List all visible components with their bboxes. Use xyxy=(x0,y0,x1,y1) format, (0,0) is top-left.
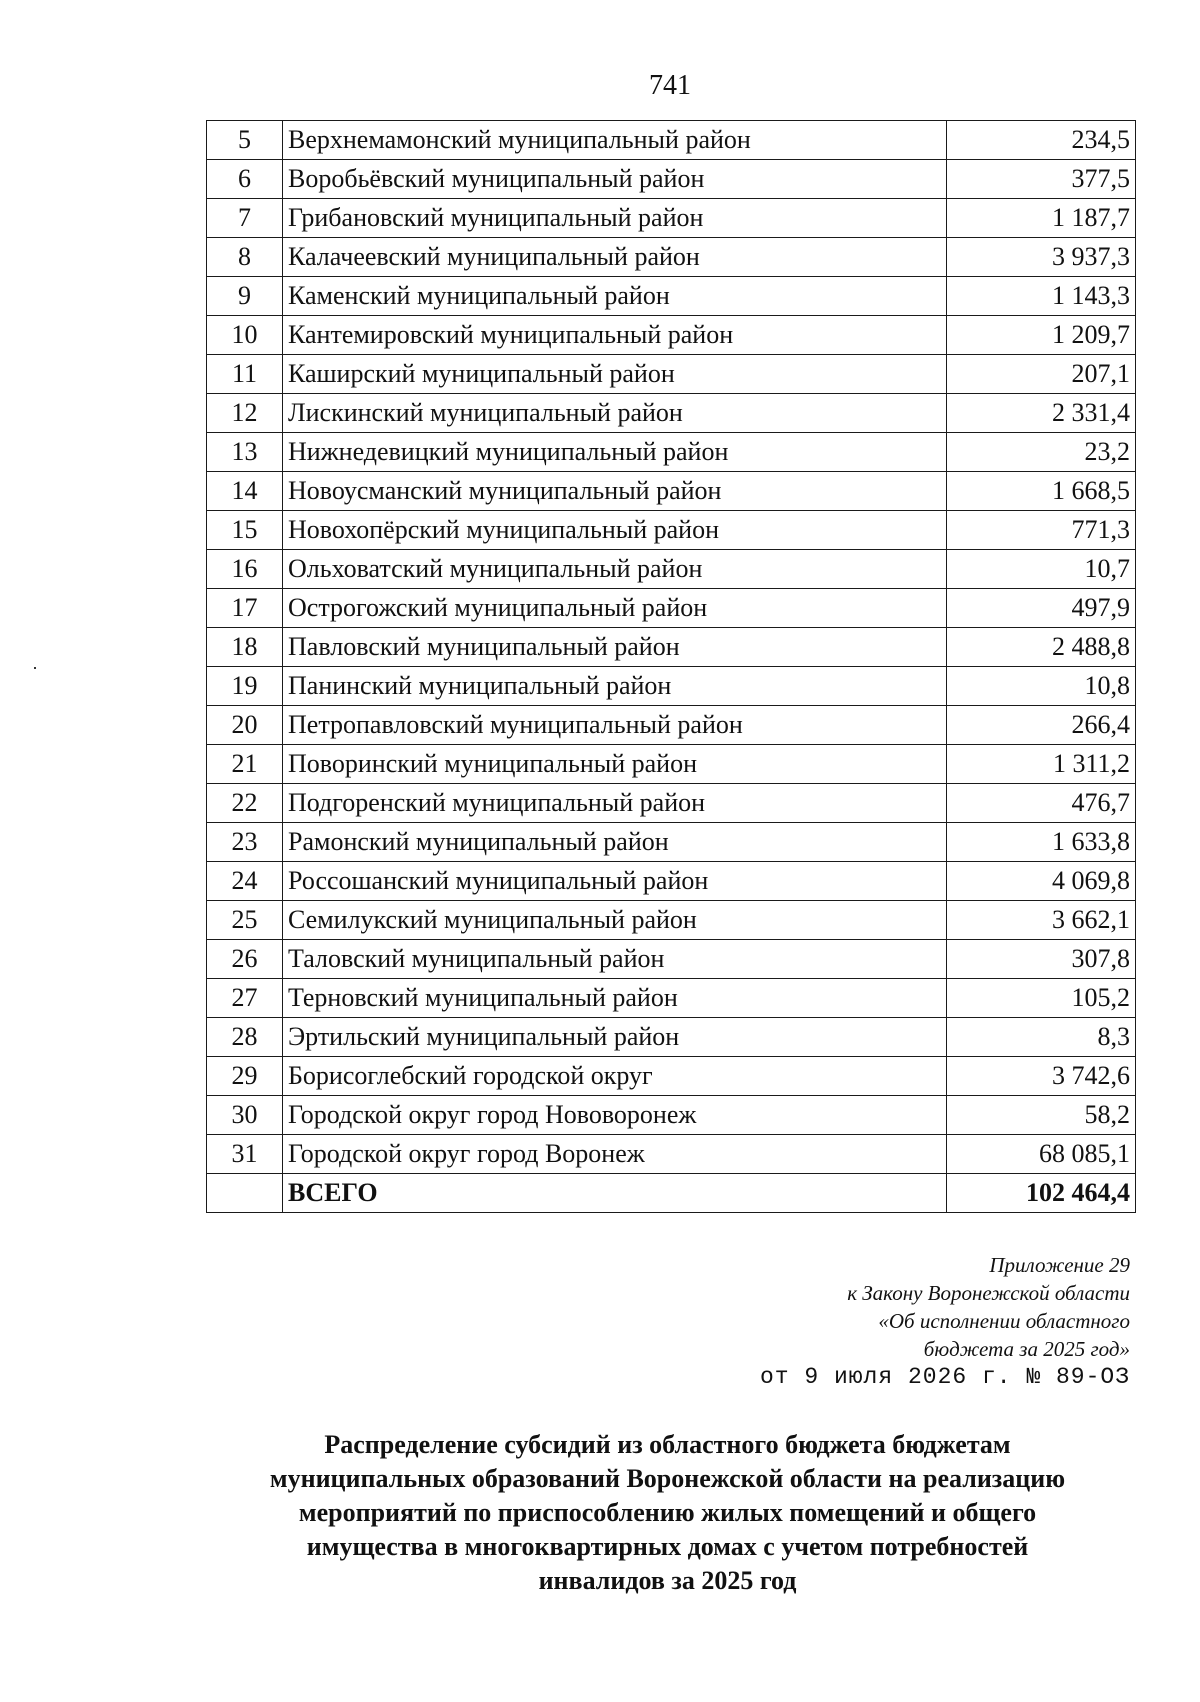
subsidy-amount-cell: 1 187,7 xyxy=(947,199,1136,238)
table-row xyxy=(207,667,1136,706)
subsidy-amount-cell: 377,5 xyxy=(947,160,1136,199)
municipality-name-cell: Нижнедевицкий муниципальный район xyxy=(283,433,947,472)
municipality-name-cell: Новоусманский муниципальный район xyxy=(283,472,947,511)
subsidy-amount-cell: 3 937,3 xyxy=(947,238,1136,277)
subsidy-amount-cell: 8,3 xyxy=(947,1018,1136,1057)
row-number-cell: 15 xyxy=(207,511,283,550)
subsidy-amount-cell: 102 464,4 xyxy=(947,1174,1136,1213)
table-row xyxy=(207,1096,1136,1135)
table-row xyxy=(207,1135,1136,1174)
row-number-cell: 25 xyxy=(207,901,283,940)
municipality-name-cell: Поворинский муниципальный район xyxy=(283,745,947,784)
table-row xyxy=(207,628,1136,667)
row-number-cell: 26 xyxy=(207,940,283,979)
municipality-name-cell: Подгоренский муниципальный район xyxy=(283,784,947,823)
table-row xyxy=(207,277,1136,316)
appendix-reference xyxy=(847,1251,1130,1363)
table-row xyxy=(207,316,1136,355)
table-row xyxy=(207,394,1136,433)
municipality-name-cell: Каширский муниципальный район xyxy=(283,355,947,394)
total-row xyxy=(207,1174,1136,1213)
subsidy-amount-cell: 105,2 xyxy=(947,979,1136,1018)
subsidy-amount-cell: 1 143,3 xyxy=(947,277,1136,316)
subsidy-amount-cell: 1 633,8 xyxy=(947,823,1136,862)
row-number-cell: 22 xyxy=(207,784,283,823)
municipality-name-cell: Россошанский муниципальный район xyxy=(283,862,947,901)
subsidy-amount-cell: 3 742,6 xyxy=(947,1057,1136,1096)
subsidy-amount-cell: 1 209,7 xyxy=(947,316,1136,355)
subsidy-amount-cell: 68 085,1 xyxy=(947,1135,1136,1174)
municipality-name-cell: Эртильский муниципальный район xyxy=(283,1018,947,1057)
table-row xyxy=(207,589,1136,628)
scan-speck xyxy=(34,667,36,669)
appendix-line: Приложение 29 xyxy=(989,1253,1130,1277)
row-number-cell: 18 xyxy=(207,628,283,667)
row-number-cell: 29 xyxy=(207,1057,283,1096)
row-number-cell xyxy=(207,1174,283,1213)
subsidy-amount-cell: 1 668,5 xyxy=(947,472,1136,511)
subsidy-amount-cell: 2 331,4 xyxy=(947,394,1136,433)
subsidy-amount-cell: 497,9 xyxy=(947,589,1136,628)
title-line: муниципальных образований Воронежской области на реализацию xyxy=(269,1464,1066,1493)
subsidy-amount-cell: 207,1 xyxy=(947,355,1136,394)
table-row xyxy=(207,706,1136,745)
table-row xyxy=(207,1057,1136,1096)
municipality-name-cell: Городской округ город Воронеж xyxy=(283,1135,947,1174)
subsidy-amount-cell: 1 311,2 xyxy=(947,745,1136,784)
row-number-cell: 21 xyxy=(207,745,283,784)
municipality-name-cell: Панинский муниципальный район xyxy=(283,667,947,706)
municipality-name-cell: Лискинский муниципальный район xyxy=(283,394,947,433)
title-line: имущества в многоквартирных домах с учетом потребностей xyxy=(306,1532,1029,1561)
table-row xyxy=(207,550,1136,589)
municipality-name-cell: Верхнемамонский муниципальный район xyxy=(283,121,947,160)
municipality-name-cell: Грибановский муниципальный район xyxy=(283,199,947,238)
table-row xyxy=(207,160,1136,199)
municipality-name-cell: Павловский муниципальный район xyxy=(283,628,947,667)
row-number-cell: 7 xyxy=(207,199,283,238)
municipality-name-cell: Борисоглебский городской округ xyxy=(283,1057,947,1096)
subsidy-amount-cell: 23,2 xyxy=(947,433,1136,472)
row-number-cell: 13 xyxy=(207,433,283,472)
row-number-cell: 16 xyxy=(207,550,283,589)
municipality-name-cell: Острогожский муниципальный район xyxy=(283,589,947,628)
appendix-line: к Закону Воронежской области xyxy=(847,1281,1130,1305)
municipality-name-cell: Таловский муниципальный район xyxy=(283,940,947,979)
subsidy-table xyxy=(206,120,1136,1213)
subsidy-amount-cell: 266,4 xyxy=(947,706,1136,745)
document-title xyxy=(200,1428,1135,1598)
row-number-cell: 23 xyxy=(207,823,283,862)
municipality-name-cell: Терновский муниципальный район xyxy=(283,979,947,1018)
table-row xyxy=(207,355,1136,394)
municipality-name-cell: Кантемировский муниципальный район xyxy=(283,316,947,355)
table-row xyxy=(207,121,1136,160)
municipality-name-cell: Ольховатский муниципальный район xyxy=(283,550,947,589)
row-number-cell: 20 xyxy=(207,706,283,745)
appendix-line: бюджета за 2025 год» xyxy=(923,1337,1130,1361)
table-row xyxy=(207,979,1136,1018)
appendix-line: «Об исполнении областного xyxy=(878,1309,1130,1333)
municipality-name-cell: Калачеевский муниципальный район xyxy=(283,238,947,277)
table-row xyxy=(207,901,1136,940)
table-row xyxy=(207,511,1136,550)
subsidy-amount-cell: 10,7 xyxy=(947,550,1136,589)
law-date-stamp: от 9 июля 2026 г. № 89-ОЗ xyxy=(759,1364,1130,1390)
row-number-cell: 31 xyxy=(207,1135,283,1174)
title-line: Распределение субсидий из областного бюджета бюджетам xyxy=(324,1430,1011,1459)
row-number-cell: 8 xyxy=(207,238,283,277)
municipality-name-cell: Семилукский муниципальный район xyxy=(283,901,947,940)
row-number-cell: 9 xyxy=(207,277,283,316)
subsidy-amount-cell: 2 488,8 xyxy=(947,628,1136,667)
title-line: мероприятий по приспособлению жилых помещений и общего xyxy=(298,1498,1037,1527)
subsidy-amount-cell: 58,2 xyxy=(947,1096,1136,1135)
row-number-cell: 28 xyxy=(207,1018,283,1057)
row-number-cell: 6 xyxy=(207,160,283,199)
subsidy-amount-cell: 476,7 xyxy=(947,784,1136,823)
subsidy-amount-cell: 10,8 xyxy=(947,667,1136,706)
table-row xyxy=(207,862,1136,901)
municipality-name-cell: Новохопёрский муниципальный район xyxy=(283,511,947,550)
table-row xyxy=(207,238,1136,277)
municipality-name-cell: Петропавловский муниципальный район xyxy=(283,706,947,745)
table-row xyxy=(207,940,1136,979)
table-row xyxy=(207,745,1136,784)
row-number-cell: 17 xyxy=(207,589,283,628)
row-number-cell: 19 xyxy=(207,667,283,706)
row-number-cell: 27 xyxy=(207,979,283,1018)
municipality-name-cell: ВСЕГО xyxy=(283,1174,947,1213)
table-row xyxy=(207,784,1136,823)
table-row xyxy=(207,433,1136,472)
row-number-cell: 30 xyxy=(207,1096,283,1135)
row-number-cell: 24 xyxy=(207,862,283,901)
municipality-name-cell: Рамонский муниципальный район xyxy=(283,823,947,862)
row-number-cell: 12 xyxy=(207,394,283,433)
subsidy-amount-cell: 307,8 xyxy=(947,940,1136,979)
row-number-cell: 5 xyxy=(207,121,283,160)
table-row xyxy=(207,823,1136,862)
table-row xyxy=(207,199,1136,238)
subsidy-amount-cell: 771,3 xyxy=(947,511,1136,550)
table-row xyxy=(207,1018,1136,1057)
subsidy-amount-cell: 234,5 xyxy=(947,121,1136,160)
subsidy-amount-cell: 4 069,8 xyxy=(947,862,1136,901)
page-number: 741 xyxy=(649,70,691,101)
title-line: инвалидов за 2025 год xyxy=(538,1566,797,1595)
subsidy-table-body xyxy=(207,121,1136,1213)
row-number-cell: 11 xyxy=(207,355,283,394)
municipality-name-cell: Каменский муниципальный район xyxy=(283,277,947,316)
row-number-cell: 10 xyxy=(207,316,283,355)
row-number-cell: 14 xyxy=(207,472,283,511)
table-row xyxy=(207,472,1136,511)
subsidy-amount-cell: 3 662,1 xyxy=(947,901,1136,940)
municipality-name-cell: Воробьёвский муниципальный район xyxy=(283,160,947,199)
municipality-name-cell: Городской округ город Нововоронеж xyxy=(283,1096,947,1135)
